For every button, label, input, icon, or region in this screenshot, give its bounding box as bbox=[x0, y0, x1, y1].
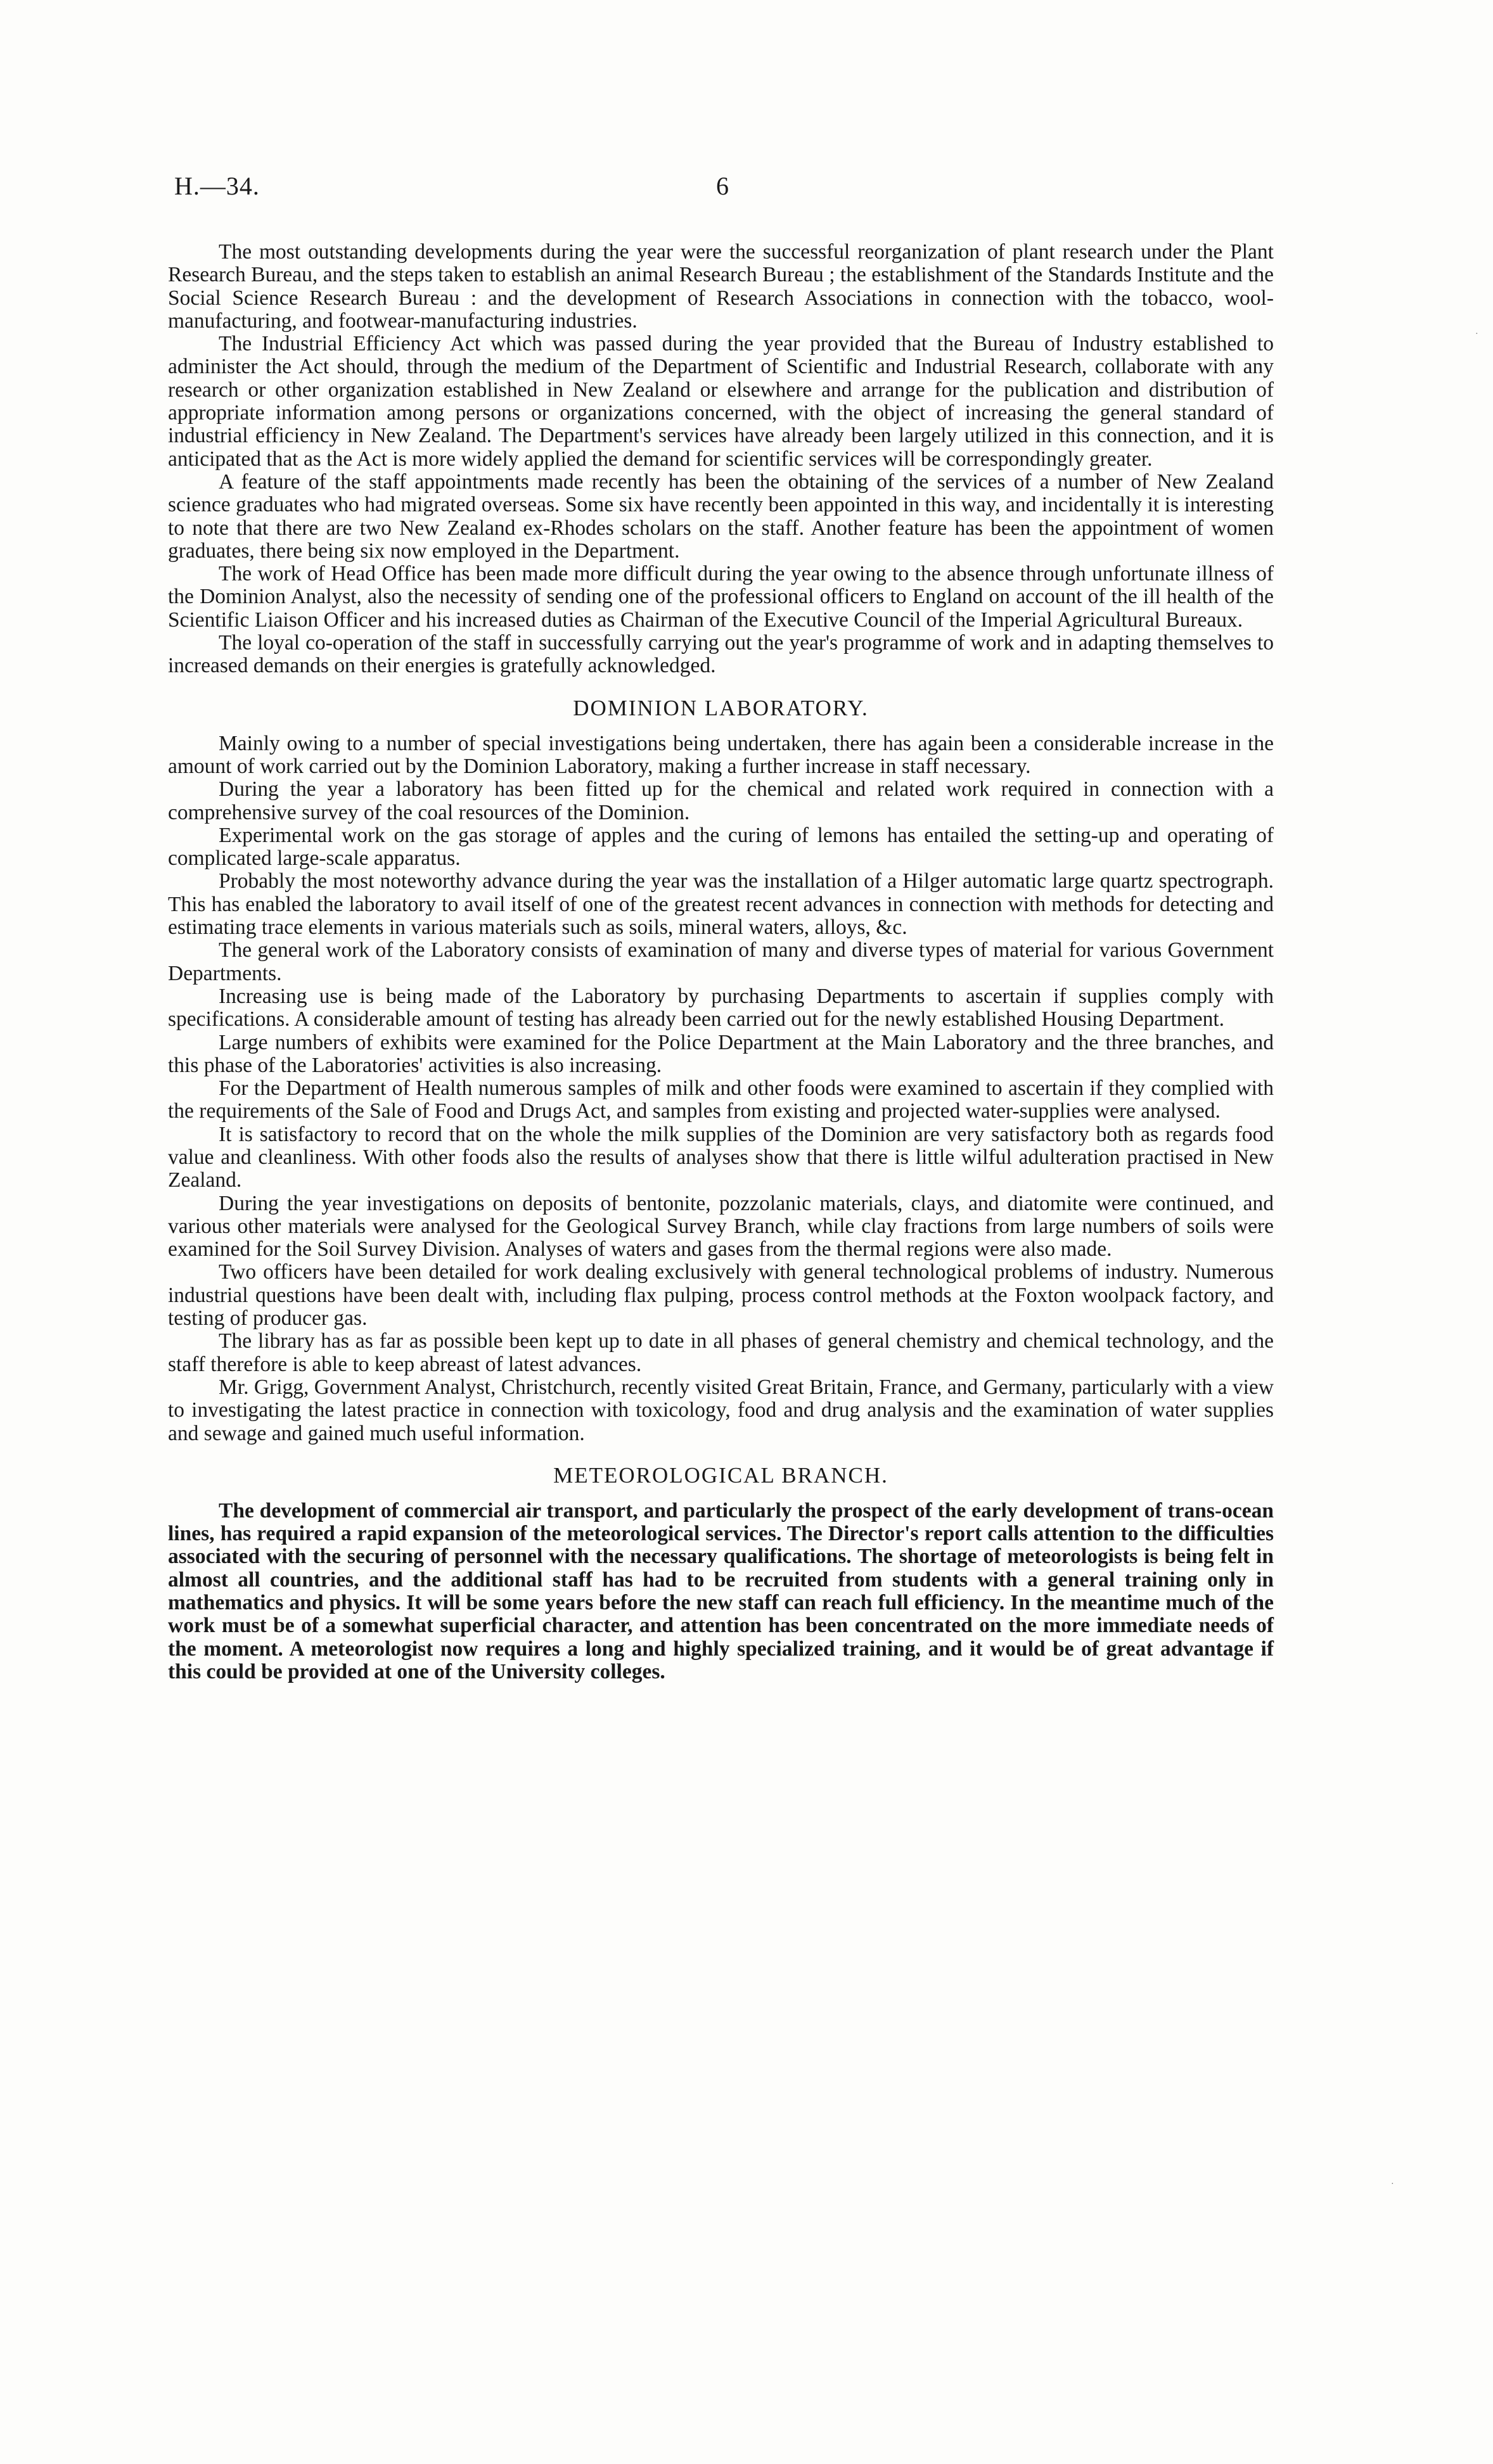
dominion-laboratory-section bbox=[168, 696, 1274, 1445]
paragraph: During the year a laboratory has been fitted up for the chemical and related work required in connection with a comprehensive survey of the coal resources of the Dominion. bbox=[168, 777, 1274, 824]
paragraph: Large numbers of exhibits were examined for the Police Department at the Main Laboratory and the three branches, and this phase of the Laboratories' activities is also increasing. bbox=[168, 1030, 1274, 1077]
page-reference: H.—34. bbox=[174, 172, 260, 200]
paragraph: Two officers have been detailed for work dealing exclusively with general technological problems of industry. Numerous industrial questions have been dealt with, including flax pulping, process control methods at the Foxton woolpack factory, and testing of producer gas. bbox=[168, 1260, 1274, 1331]
page-number: 6 bbox=[716, 172, 729, 200]
paragraph: Increasing use is being made of the Laboratory by purchasing Departments to ascertain if supplies comply with specifications. A considerable amount of testing has already been carried out for the newly established Housing Department. bbox=[168, 984, 1274, 1031]
document-page bbox=[168, 171, 1274, 1683]
paragraph: Mainly owing to a number of special investigations being undertaken, there has again been a considerable increase in the amount of work carried out by the Dominion Laboratory, making a further increase in staff necessary. bbox=[168, 731, 1274, 778]
intro-section bbox=[168, 241, 1274, 678]
paragraph: Experimental work on the gas storage of apples and the curing of lemons has entailed the setting-up and operating of complicated large-scale apparatus. bbox=[168, 823, 1274, 871]
page-header bbox=[168, 171, 1274, 215]
paragraph: The most outstanding developments during the year were the successful reorganization of plant research under the Plant Research Bureau, and the steps taken to establish an animal Research Bureau ; the establishment of the Standards Institute and the Social Science Research Bureau : and the development of Research Associations in connection with the tobacco, wool-manufacturing, and footwear-manufacturing industries. bbox=[168, 240, 1274, 333]
paragraph: It is satisfactory to record that on the whole the milk supplies of the Dominion are very satisfactory both as regards food value and cleanliness. With other foods also the results of analyses show that there is little wilful adulteration practised in New Zealand. bbox=[168, 1122, 1274, 1192]
paragraph: The library has as far as possible been kept up to date in all phases of general chemistry and chemical technology, and the staff therefore is able to keep abreast of latest advances. bbox=[168, 1329, 1274, 1376]
meteorological-branch-section bbox=[168, 1463, 1274, 1683]
scan-speck-decoration: · bbox=[1475, 329, 1478, 339]
paragraph: The Industrial Efficiency Act which was passed during the year provided that the Bureau of Industry established to administer the Act should, through the medium of the Department of Scientific and Industrial Research, collaborate with any research or other organization established in New Zealand or elsewhere and arrange for the publication and distribution of appropriate information among persons or organizations concerned, with the object of increasing the general standard of industrial efficiency in New Zealand. The Department's services have already been largely utilized in this connection, and it is anticipated that as the Act is more widely applied the demand for scientific services will be correspondingly greater. bbox=[168, 332, 1274, 471]
section-heading-meteorological-branch: METEOROLOGICAL BRANCH. bbox=[553, 1462, 888, 1488]
paragraph: The general work of the Laboratory consists of examination of many and diverse types of material for various Government Departments. bbox=[168, 938, 1274, 985]
paragraph: Probably the most noteworthy advance during the year was the installation of a Hilger automatic large quartz spectrograph. This has enabled the laboratory to avail itself of one of the greatest recent advances in connection with methods for detecting and estimating trace elements in various materials such as soils, mineral waters, alloys, &c. bbox=[168, 869, 1274, 940]
scan-speck-decoration: · bbox=[1391, 2180, 1394, 2189]
paragraph: The loyal co-operation of the staff in successfully carrying out the year's programme of work and in adapting themselves to increased demands on their energies is gratefully acknowledged. bbox=[168, 631, 1274, 678]
paragraph: For the Department of Health numerous samples of milk and other foods were examined to ascertain if they complied with the requirements of the Sale of Food and Drugs Act, and samples from existing and projected water-supplies were analysed. bbox=[168, 1076, 1274, 1123]
paragraph: The development of commercial air transport, and particularly the prospect of the early development of trans-ocean lines, has required a rapid expansion of the meteorological services. The Director's report calls attention to the difficulties associated with the securing of personnel with the necessary qualifications. The shortage of meteorologists is being felt in almost all countries, and the additional staff has had to be recruited from students with a general training only in mathematics and physics. It will be some years before the new staff can reach full efficiency. In the meantime much of the work must be of a somewhat superficial character, and attention has been concentrated on the more immediate needs of the moment. A meteorologist now requires a long and highly specialized training, and it would be of great advantage if this could be provided at one of the University colleges. bbox=[168, 1498, 1274, 1683]
section-heading-dominion-laboratory: DOMINION LABORATORY. bbox=[573, 695, 869, 720]
paragraph: During the year investigations on deposits of bentonite, pozzolanic materials, clays, and diatomite were continued, and various other materials were analysed for the Geological Survey Branch, while clay fractions from large numbers of soils were examined for the Soil Survey Division. Analyses of waters and gases from the thermal regions were also made. bbox=[168, 1191, 1274, 1261]
paragraph: A feature of the staff appointments made recently has been the obtaining of the services of a number of New Zealand science graduates who had migrated overseas. Some six have recently been appointed in this way, and incidentally it is interesting to note that there are two New Zealand ex-Rhodes scholars on the staff. Another feature has been the appointment of women graduates, there being six now employed in the Department. bbox=[168, 469, 1274, 563]
paragraph: Mr. Grigg, Government Analyst, Christchurch, recently visited Great Britain, France, and Germany, particularly with a view to investigating the latest practice in connection with toxicology, food and drug analysis and the examination of water supplies and sewage and gained much useful information. bbox=[168, 1375, 1274, 1445]
paragraph: The work of Head Office has been made more difficult during the year owing to the absence through unfortunate illness of the Dominion Analyst, also the necessity of sending one of the professional officers to England on account of the ill health of the Scientific Liaison Officer and his increased duties as Chairman of the Executive Council of the Imperial Agricultural Bureaux. bbox=[168, 562, 1274, 632]
